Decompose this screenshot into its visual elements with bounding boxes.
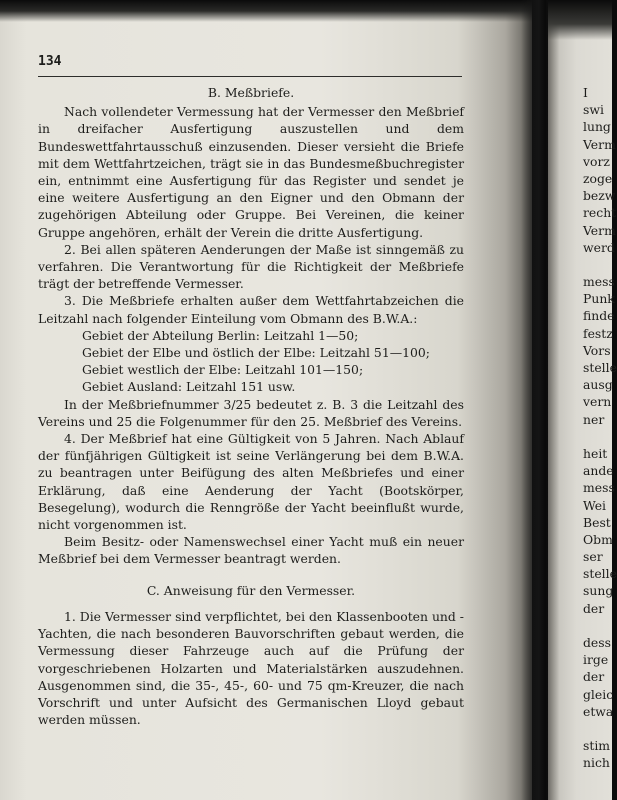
- right-page-line: ner: [583, 411, 605, 427]
- right-page-line: gleic: [583, 686, 614, 702]
- right-page-line: etwa: [583, 703, 614, 719]
- right-page-line: irge: [583, 652, 609, 668]
- right-page-line: Verm: [583, 136, 616, 152]
- right-page-line: heit: [583, 445, 608, 461]
- right-page-line: vern: [583, 394, 612, 410]
- right-page-line: I: [583, 85, 588, 100]
- leitzahl-list: [38, 327, 464, 396]
- right-page-line: stelle: [583, 566, 617, 582]
- right-page-line: Punk: [583, 291, 615, 307]
- right-page-line: finde: [583, 308, 615, 324]
- paragraph: In der Meßbriefnummer 3/25 bedeutet z. B. 3 die Leitzahl des Vereins und 25 die Folgenummer für den 25. Meßbrief des Vereins.: [38, 396, 464, 429]
- list-item: Gebiet westlich der Elbe: Leitzahl 101—150;: [82, 362, 364, 378]
- right-page-line: Wei: [583, 497, 607, 513]
- right-page-line: swi: [583, 102, 604, 118]
- right-page-line: Best: [583, 514, 611, 530]
- right-page-line: der: [583, 600, 605, 616]
- right-page-line: stelle: [583, 360, 617, 375]
- right-page-line: Vors: [583, 342, 611, 358]
- right-page-line: ande: [583, 463, 614, 479]
- right-page-line: mess: [583, 274, 615, 290]
- paragraph: 2. Bei allen späteren Aenderungen der Maße ist sinngemäß zu verfahren. Die Verantwortung für die Richtigkeit der Meßbriefe trägt der betreffende Vermesser.: [38, 241, 464, 292]
- paragraph: 4. Der Meßbrief hat eine Gültigkeit von 5 Jahren. Nach Ablauf der fünfjährigen Gültigkeit ist seine Verlängerung bei dem B.W.A. zu beantragen unter Beifügung des alten Meßbriefes und einer Erklärung, daß eine Aenderung der Yacht (Bootskörper, Besegelung), wodurch die Renngröße der Yacht beeinflußt wurde, nicht vorgenommen ist.: [38, 431, 464, 533]
- right-page-text-fragments: [583, 84, 615, 772]
- list-item: Gebiet der Elbe und östlich der Elbe: Leitzahl 51—100;: [82, 345, 430, 361]
- right-page-line: vorz: [583, 153, 610, 169]
- right-page-line: werd: [583, 239, 615, 255]
- right-page-line: dess: [583, 635, 611, 650]
- section-b-heading: B. Meßbriefe.: [207, 85, 295, 100]
- right-page-line: [583, 720, 615, 737]
- right-page-line: bezw: [583, 188, 616, 204]
- right-page-line: sung: [583, 583, 614, 599]
- right-page-line: ser: [583, 549, 603, 565]
- right-page-line: der: [583, 669, 605, 685]
- right-page-line: lung: [583, 119, 611, 135]
- right-page-line: nich: [583, 755, 610, 771]
- right-page-line: festz: [583, 325, 613, 341]
- page-number: 134: [38, 54, 62, 69]
- paragraph: 3. Die Meßbriefe erhalten außer dem Wettfahrtabzeichen die Leitzahl nach folgender Einteilung vom Obmann des B.W.A.:: [38, 293, 464, 326]
- paragraph: Nach vollendeter Vermessung hat der Vermesser den Meßbrief in dreifacher Ausfertigung auszustellen und dem Bundeswettfahrtausschuß einzusenden. Dieser versieht die Briefe mit dem Wettfahrtzeichen, trägt sie in das Bundesmeßbuchregister ein, entnimmt eine Ausfertigung für das Register und sendet je eine weitere Ausfertigung an den Eigner und den Obmann der zugehörigen Abteilung oder Gruppe. Bei Vereinen, die keiner Gruppe angehören, erhält der Verein die dritte Ausfertigung.: [38, 104, 464, 240]
- right-page-line: Obm: [583, 531, 613, 547]
- right-page-line: zoge: [583, 170, 613, 186]
- right-page-line: [583, 428, 615, 445]
- right-page-line: stim: [583, 738, 611, 754]
- right-page-line: recht: [583, 205, 617, 221]
- list-item: Gebiet Ausland: Leitzahl 151 usw.: [82, 379, 296, 395]
- paragraph: 1. Die Vermesser sind verpflichtet, bei den Klassenbooten und -Yachten, die nach besonderen Bauvorschriften gebaut werden, die Vermessung dieser Fahrzeuge auch auf die Prüfung der vorgeschriebenen Holzarten und Materialstärken auszudehnen. Ausgenommen sind, die 35-, 45-, 60- und 75 qm-Kreuzer, die nach Vorschrift und unter Aufsicht des Germanischen Lloyd gebaut werden müssen.: [38, 608, 464, 728]
- right-page-line: mess: [583, 480, 615, 496]
- right-page-line: Verm: [583, 222, 616, 238]
- page-body: [38, 84, 464, 728]
- section-c-heading: C. Anweisung für den Vermesser.: [146, 582, 356, 598]
- list-item: Gebiet der Abteilung Berlin: Leitzahl 1—50;: [82, 327, 359, 343]
- right-page-line: [583, 617, 615, 634]
- page-header: [38, 50, 462, 77]
- right-page-line: [583, 256, 615, 273]
- paragraph: Beim Besitz- oder Namenswechsel einer Yacht muß ein neuer Meßbrief bei dem Vermesser beantragt werden.: [38, 534, 464, 567]
- right-page-line: ausg: [583, 377, 613, 393]
